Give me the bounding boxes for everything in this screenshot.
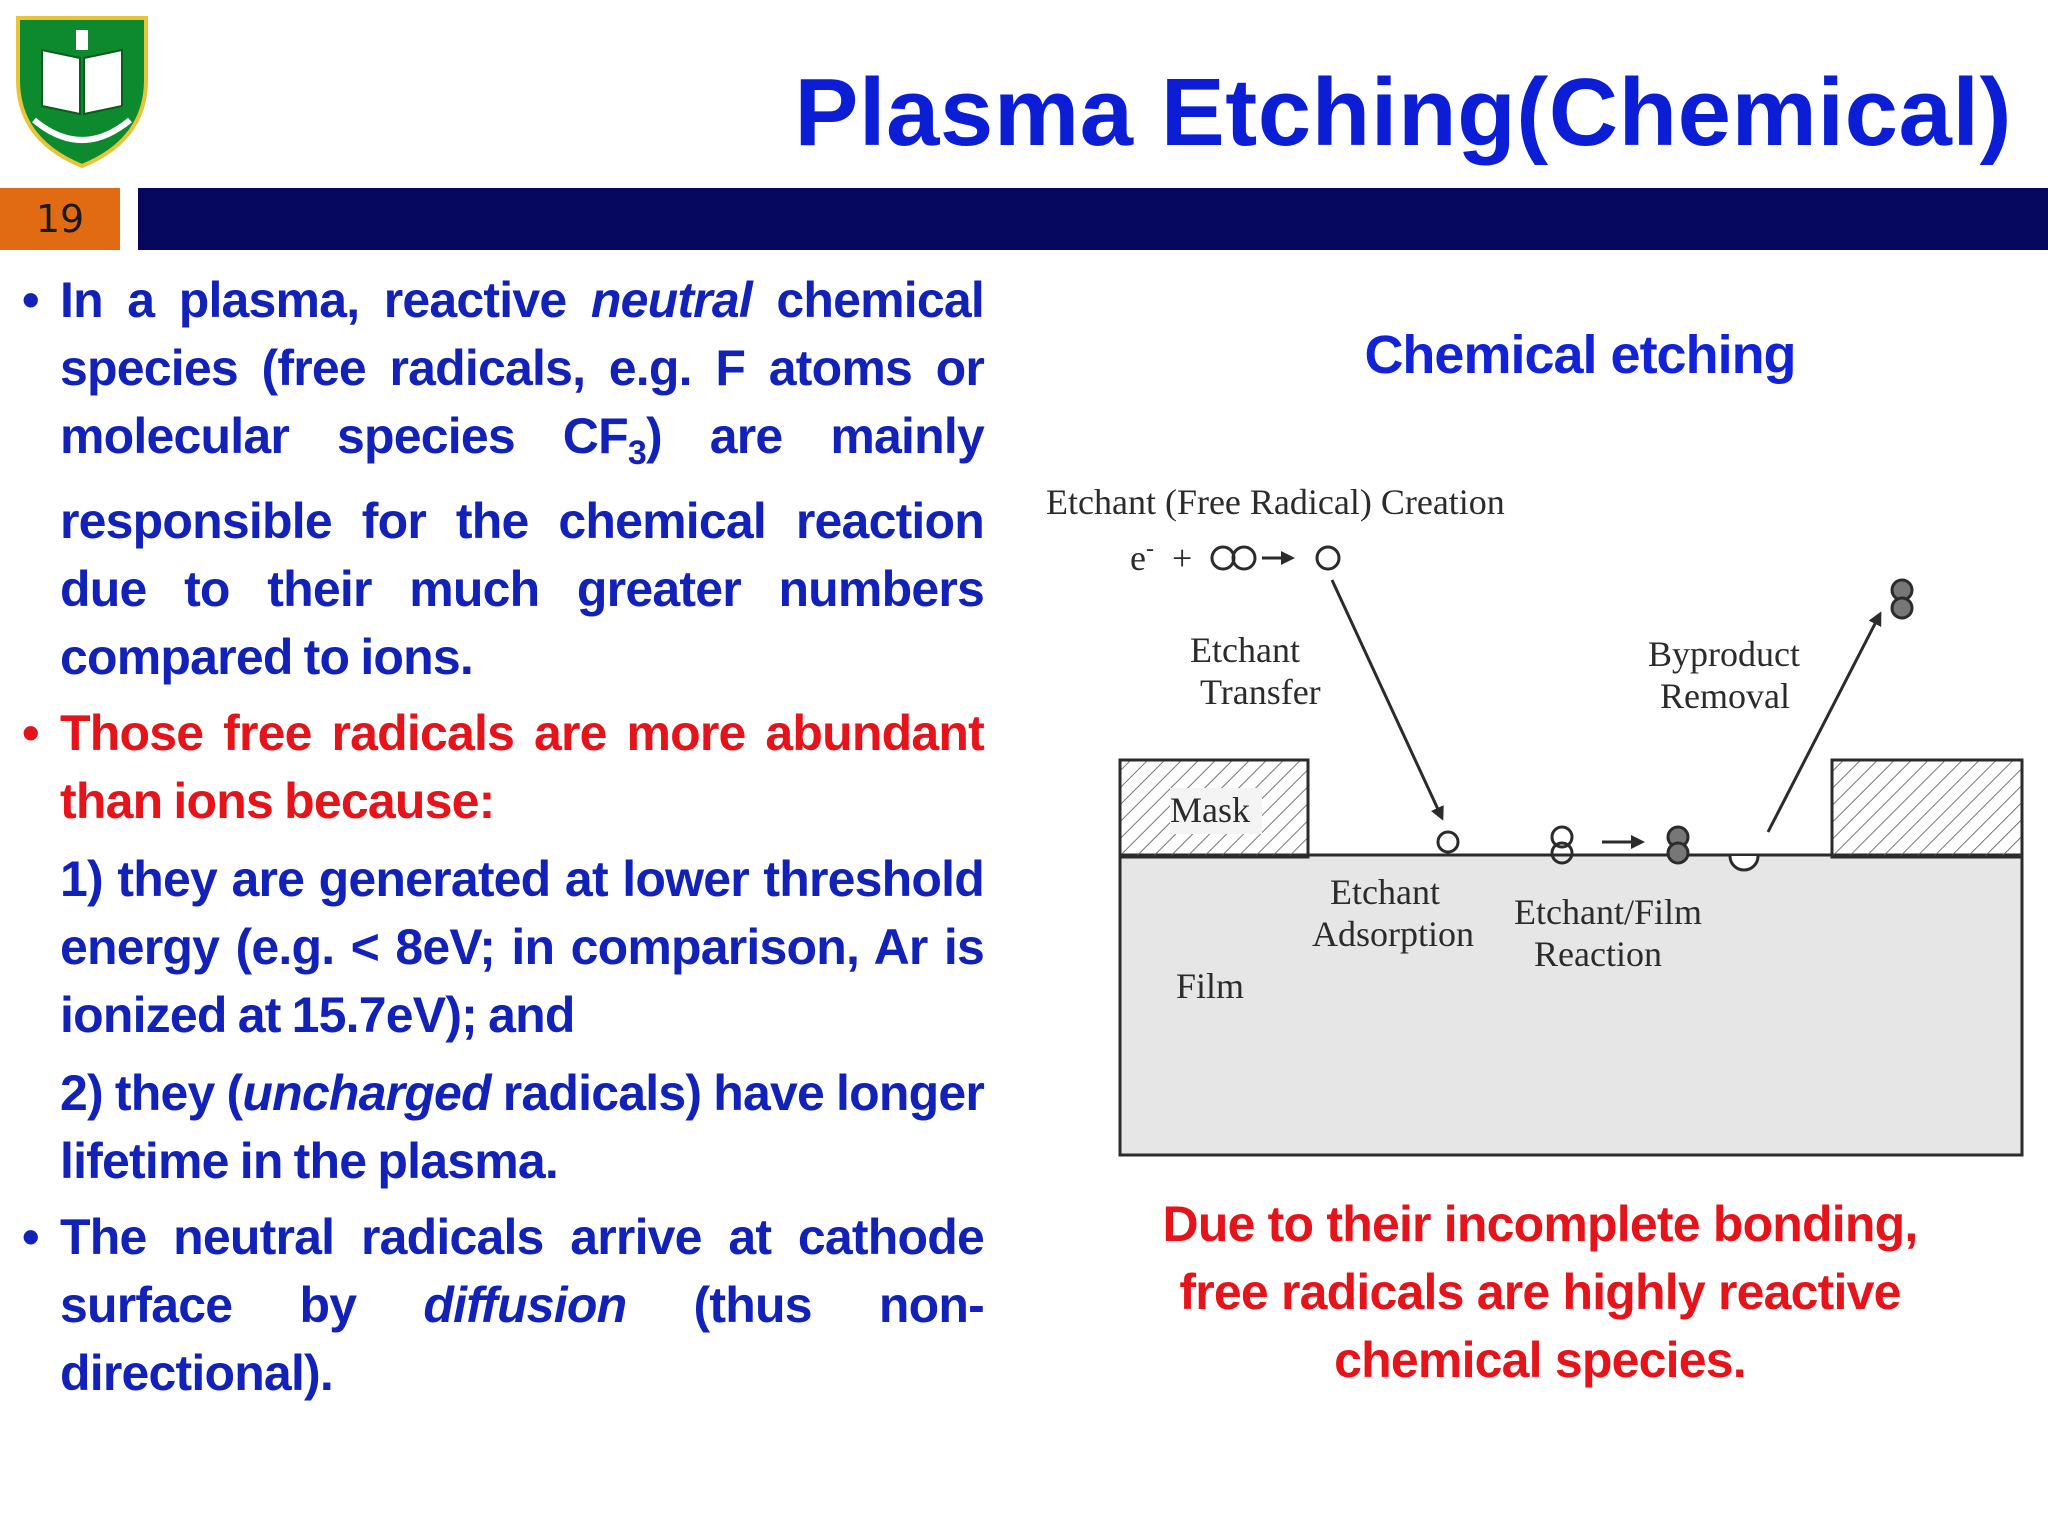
transfer-arrow-icon [1332, 580, 1442, 818]
transfer-label-line2: Transfer [1200, 672, 1321, 712]
molecule-atom-2-icon [1233, 547, 1255, 569]
adsorption-label-line1: Etchant [1330, 872, 1440, 912]
diagram-heading: Chemical etching [1364, 325, 1796, 385]
bullet-point-2: • Those free radicals are more abundant than ions because: [22, 699, 984, 835]
emphasis-uncharged: uncharged [242, 1065, 491, 1121]
slide-number: 19 [0, 188, 120, 250]
mask-label: Mask [1170, 790, 1250, 830]
emphasis-neutral: neutral [590, 272, 752, 328]
bullet-point-3: • The neutral radicals arrive at cathode surface by diffusion (thus non-directional). [22, 1203, 984, 1407]
diagram-caption: Due to their incomplete bonding, free radicals are highly reactive chemical species. [1162, 1196, 1918, 1388]
torch-icon [76, 30, 88, 50]
bullet-icon: • [22, 272, 39, 328]
slide-title: Plasma Etching(Chemical) [794, 59, 2012, 166]
chemical-etching-diagram [1030, 470, 2048, 1190]
bullet-icon: • [22, 1209, 39, 1265]
electron-symbol: e- [1130, 536, 1154, 578]
university-logo [12, 10, 152, 170]
title-underline-bar [138, 188, 2048, 250]
etched-pit-icon [1730, 856, 1758, 870]
byproduct-label-line2: Removal [1660, 676, 1790, 716]
reaction-label-line2: Reaction [1534, 934, 1662, 974]
emphasis-diffusion: diffusion [423, 1277, 627, 1333]
product-atom-2-icon [1668, 843, 1688, 863]
byproduct-atom-2-icon [1892, 598, 1912, 618]
film-label: Film [1176, 966, 1245, 1006]
reason-1: 1) they are generated at lower threshold energy (e.g. < 8eV; in comparison, Ar is ionized at 15.7eV); and [60, 851, 984, 1043]
byproduct-label-line1: Byproduct [1648, 634, 1800, 674]
bullet-icon: • [22, 705, 39, 761]
creation-label: Etchant (Free Radical) Creation [1046, 482, 1505, 522]
bullet-point-1: • In a plasma, reactive neutral chemical species (free radicals, e.g. F atoms or molecular species $CF_3$) are mainly responsible for the chemical reaction due to their much greater numbers compared to ions. [22, 266, 984, 691]
free-radical-icon [1317, 547, 1339, 569]
molecule-atom-1-icon [1212, 547, 1234, 569]
mask-right [1832, 760, 2022, 857]
subscript-3: 3 [627, 434, 646, 472]
transfer-label-line1: Etchant [1190, 630, 1300, 670]
adsorption-label-line2: Adsorption [1312, 914, 1474, 954]
plus-symbol: + [1172, 538, 1193, 578]
reason-2: 2) they (uncharged radicals) have longer lifetime in the plasma. [60, 1065, 984, 1189]
body-text [22, 266, 984, 1407]
reaction-label-line1: Etchant/Film [1514, 892, 1702, 932]
adsorbed-radical-icon [1438, 832, 1458, 852]
